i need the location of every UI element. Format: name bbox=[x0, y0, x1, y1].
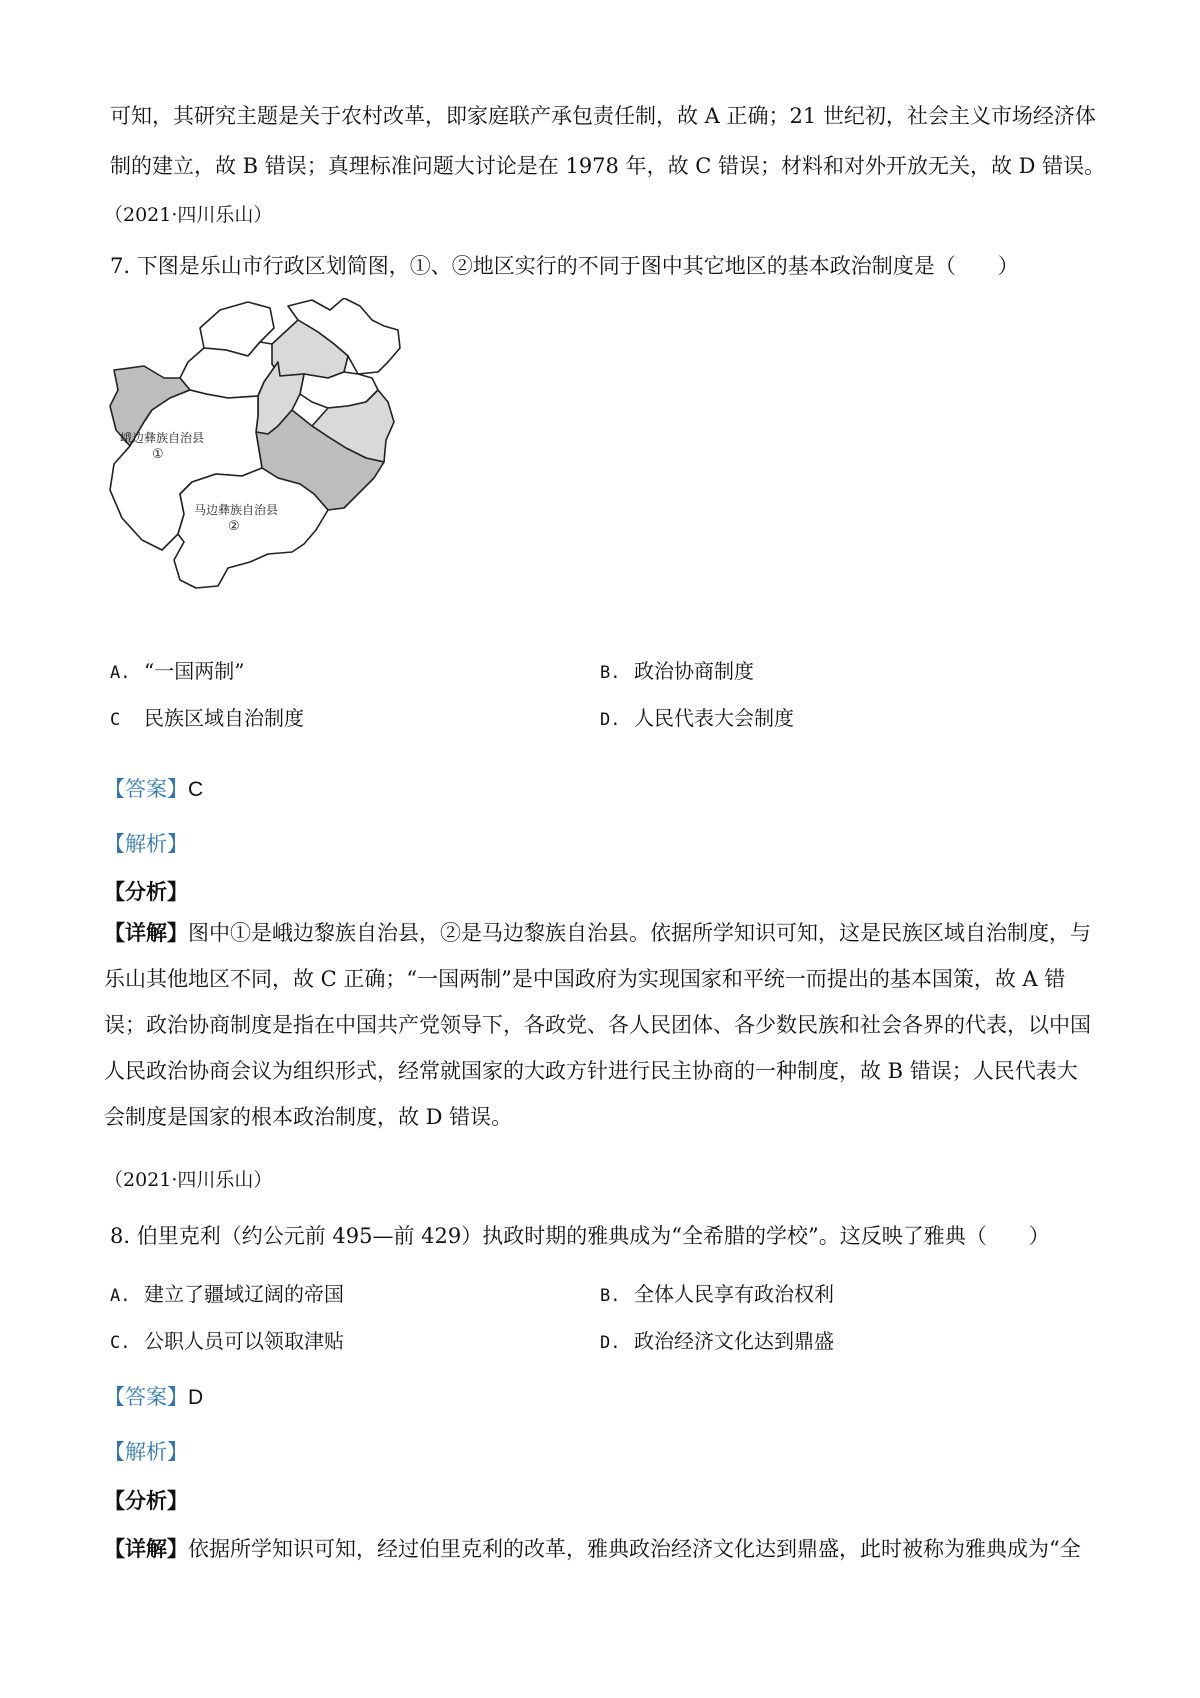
option-letter: A. bbox=[110, 1286, 131, 1306]
q7-option-b[interactable] bbox=[600, 655, 754, 684]
intro-line-1: 可知，其研究主题是关于农村改革，即家庭联产承包责任制，故 A 正确；21 世纪初，社会主义市场经济体 bbox=[110, 104, 1096, 128]
q8-option-a[interactable] bbox=[110, 1278, 344, 1307]
map-label-ebian: 峨边彝族自治县 bbox=[120, 431, 205, 445]
q8-detail bbox=[104, 1533, 1081, 1563]
q7-jiexi-heading: 【解析】 bbox=[104, 832, 188, 856]
q7-question: 7. 下图是乐山市行政区划简图，①、②地区实行的不同于图中其它地区的基本政治制度是（ ） bbox=[110, 254, 1019, 278]
option-text: 建立了疆域辽阔的帝国 bbox=[144, 1282, 344, 1306]
detail-label: 【详解】 bbox=[104, 1536, 188, 1561]
option-text: “一国两制” bbox=[144, 659, 245, 683]
q7-option-c[interactable] bbox=[110, 702, 304, 731]
option-letter: A. bbox=[110, 663, 131, 683]
detail-text: 依据所学知识可知，经过伯里克利的改革，雅典政治经济文化达到鼎盛，此时被称为雅典成为“全 bbox=[188, 1537, 1081, 1561]
option-text: 全体人民享有政治权利 bbox=[634, 1282, 834, 1306]
option-letter: B. bbox=[600, 663, 621, 683]
q7-detail bbox=[104, 910, 1094, 1140]
q8-answer bbox=[104, 1381, 203, 1411]
answer-value: D bbox=[188, 1386, 204, 1409]
q7-option-d[interactable] bbox=[600, 702, 794, 731]
intro-line-2: 制的建立，故 B 错误；真理标准问题大讨论是在 1978 年，故 C 错误；材料和对外开放无关，故 D 错误。 bbox=[110, 154, 1106, 178]
option-text: 人民代表大会制度 bbox=[634, 706, 794, 730]
map-label-mabian: 马边彝族自治县 bbox=[194, 503, 279, 517]
option-letter: D. bbox=[600, 1333, 621, 1353]
q8-jiexi-heading: 【解析】 bbox=[104, 1440, 188, 1464]
map-label-mabian-num: ② bbox=[228, 519, 240, 534]
q8-fenxi-heading: 【分析】 bbox=[104, 1488, 188, 1513]
detail-label: 【详解】 bbox=[104, 920, 188, 945]
q7-option-a[interactable] bbox=[110, 655, 244, 684]
option-letter: D. bbox=[600, 710, 621, 730]
q8-question: 8. 伯里克利（约公元前 495—前 429）执政时期的雅典成为“全希腊的学校”。这反映了雅典（ ） bbox=[110, 1224, 1050, 1248]
q8-option-d[interactable] bbox=[600, 1325, 834, 1354]
q7-answer bbox=[104, 773, 203, 803]
q8-option-b[interactable] bbox=[600, 1278, 834, 1307]
q8-option-c[interactable] bbox=[110, 1325, 344, 1354]
option-letter: C bbox=[110, 710, 121, 730]
q7-source: （2021·四川乐山） bbox=[104, 204, 273, 226]
q7-fenxi-heading: 【分析】 bbox=[104, 879, 188, 904]
q7-source-after: （2021·四川乐山） bbox=[104, 1169, 273, 1191]
option-letter: C. bbox=[110, 1333, 131, 1353]
answer-value: C bbox=[188, 778, 204, 801]
leshan-district-map bbox=[108, 298, 408, 590]
option-text: 政治经济文化达到鼎盛 bbox=[634, 1329, 834, 1353]
map-label-ebian-num: ① bbox=[152, 447, 164, 462]
option-text: 民族区域自治制度 bbox=[144, 706, 304, 730]
option-letter: B. bbox=[600, 1286, 621, 1306]
detail-text: 图中①是峨边黎族自治县，②是马边黎族自治县。依据所学知识可知，这是民族区域自治制度，与乐山其他地区不同，故 C 正确；“一国两制”是中国政府为实现国家和平统一而提出的基本国策，故 A 错误；政治协商制度是指在中国共产党领导下，各政党、各人民团体、各少数民族和社会各界的代表，以中国人民政治协商会议为组织形式，经常就国家的大政方针进行民主协商的一种制度，故 B 错误；人民代表大会制度是国家的根本政治制度，故 D 错误。 bbox=[104, 921, 1091, 1129]
option-text: 政治协商制度 bbox=[634, 659, 754, 683]
answer-label: 【答案】 bbox=[104, 777, 188, 801]
option-text: 公职人员可以领取津贴 bbox=[144, 1329, 344, 1353]
answer-label: 【答案】 bbox=[104, 1385, 188, 1409]
